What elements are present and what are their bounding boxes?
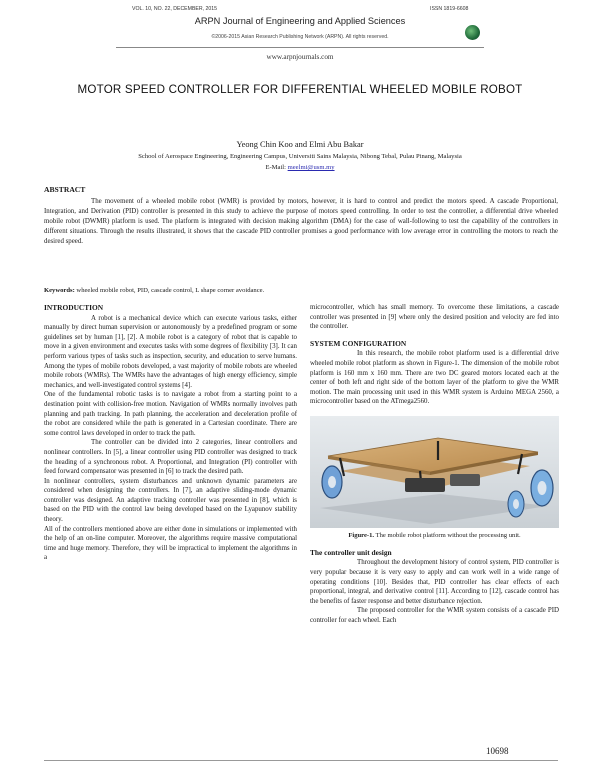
footer-divider bbox=[44, 760, 558, 761]
volume-info: VOL. 10, NO. 22, DECEMBER, 2015 bbox=[132, 6, 218, 12]
journal-url[interactable]: www.arpnjournals.com bbox=[266, 53, 334, 61]
header-divider bbox=[116, 47, 484, 48]
introduction-heading: INTRODUCTION bbox=[44, 303, 104, 312]
figure-1-label: Figure-1. bbox=[348, 531, 375, 539]
left-column bbox=[44, 303, 297, 563]
paper-title: MOTOR SPEED CONTROLLER FOR DIFFERENTIAL WHEELED MOBILE ROBOT bbox=[77, 83, 523, 96]
intro-paragraph-2: One of the fundamental robotic tasks is to navigate a robot from a starting point to a destination point with collision-free motion. Navigation of WMRs normally involves path planning and path tracking. In path planning, the acceleration and deceleration profile of the robot are considered while the path is generated in a Cartesian coordinate. There are some control laws developed in order to track the path. bbox=[44, 391, 297, 437]
author-affiliation: School of Aerospace Engineering, Engineering Campus, Universiti Sains Malaysia, Nibong Tebal, Pulau Pinang, Malaysia bbox=[138, 153, 462, 160]
figure-1-text: The mobile robot platform without the processing unit. bbox=[374, 531, 521, 539]
abstract-text: The movement of a wheeled mobile robot (WMR) is provided by motors, however, it is hard to control and predict the motors speed. A cascade Proportional, Integration, and Derivation (PID) controller is presented in this study to achieve the purpose of motors speed controlling. In order to test the controller, a differential drive wheeled mobile robot (DWMR) platform is used. The platform is integrated with decision making algorithm (DMA) for the case of wall-following to test the capability of the controllers in different situations. Through the results illustrated, it shows that the cascade PID controller promises a good performance with low average error in controlling the motors to reach the desired speed. bbox=[44, 198, 558, 246]
controller-paragraph-1: Throughout the development history of control system, PID controller is very popular because it is very easy to apply and can work well in a wide range of operating conditions [10]. Besides that, PID controller has clear effects of each proportional, integral, and derivative control [11]. According to [12], cascade control has the benefits of faster response and better disturbance rejection. bbox=[310, 559, 559, 605]
controller-paragraph-2: The proposed controller for the WMR system consists of a cascade PID controller for each wheel. Each bbox=[310, 607, 559, 624]
issn-info: ISSN 1819-6608 bbox=[430, 6, 469, 12]
page-number: 10698 bbox=[486, 746, 509, 756]
keywords-label: Keywords: bbox=[44, 287, 75, 294]
keywords-text: wheeled mobile robot, PID, cascade control, L shape corner avoidance. bbox=[74, 287, 265, 294]
intro-paragraph-3: The controller can be divided into 2 categories, linear controllers and nonlinear controllers. In [5], a linear controller using PID controller was designed to track the heading of a synchronous robot. A Proportional, and Integration (PI) controller with feed forward compensator was presented in [6] to track the desired path. bbox=[44, 439, 297, 476]
system-paragraph: In this research, the mobile robot platform used is a differential drive wheeled mobile robot platform as shown in Figure-1. The dimension of the mobile robot platform is 160 mm x 160 mm. There are two DC geared motors located each at the center of both left and right side of the bottom layer of the platform to give the WMR motion. The main processing unit used in this WMR system is Arduino MEGA 2560, a microcontroller based on the ATmega2560. bbox=[310, 350, 559, 406]
intro-paragraph-5: All of the controllers mentioned above are either done in simulations or implemented with the help of an on-line computer. Moreover, the algorithms require massive computational time and huge memory. Therefore, they will be impractical to implement the algorithms in a bbox=[44, 525, 297, 562]
intro-paragraph-1: A robot is a mechanical device which can execute various tasks, either manually by direct human supervision or autonomously by a predefined program or some guidelines set by human [1], [2]. A mobile robot is a category of robot that is capable to move in a given environment and executes tasks with some degrees of flexibility [3]. It can perform various types of tasks such as inspection, security, and education to serve humans. Among the types of mobile robots developed, a vast majority of mobile robots are wheeled mobile robots (WMRs). The WMRs have the advantages of high energy efficiency, simple mechanics, and well-investigated control systems [4]. bbox=[44, 314, 297, 389]
right-column bbox=[310, 303, 559, 625]
publisher-logo-icon bbox=[465, 25, 480, 40]
figure-1-caption bbox=[310, 532, 559, 541]
keywords-line bbox=[44, 287, 558, 294]
intro-continuation: microcontroller, which has small memory. To overcome these limitations, a cascade controller was presented in [9] where only the desired position and velocity are fed into the controller. bbox=[310, 304, 559, 331]
copyright-line: ©2006-2015 Asian Research Publishing Network (ARPN). All rights reserved. bbox=[211, 34, 389, 40]
paper-authors: Yeong Chin Koo and Elmi Abu Bakar bbox=[236, 140, 364, 149]
robot-platform-photo bbox=[310, 416, 559, 528]
journal-name: ARPN Journal of Engineering and Applied Sciences bbox=[194, 16, 406, 26]
abstract-heading: ABSTRACT bbox=[44, 185, 86, 194]
controller-design-heading: The controller unit design bbox=[310, 547, 392, 557]
email-link[interactable]: meelmi@usm.my bbox=[287, 164, 335, 171]
system-configuration-heading: SYSTEM CONFIGURATION bbox=[310, 338, 407, 348]
intro-paragraph-4: In nonlinear controllers, system disturbances and unknown dynamic parameters are considered when designing the controllers. In [7], an adaptive sliding-mode dynamic controller was designed. An adaptive tracking controller was presented in [8], which is based on the PID with the control law being developed based on the Lyapunov stability theory. bbox=[44, 477, 297, 524]
author-email bbox=[0, 164, 600, 171]
robot-photo-illustration bbox=[310, 416, 559, 528]
email-label: E-Mail: bbox=[265, 164, 288, 171]
